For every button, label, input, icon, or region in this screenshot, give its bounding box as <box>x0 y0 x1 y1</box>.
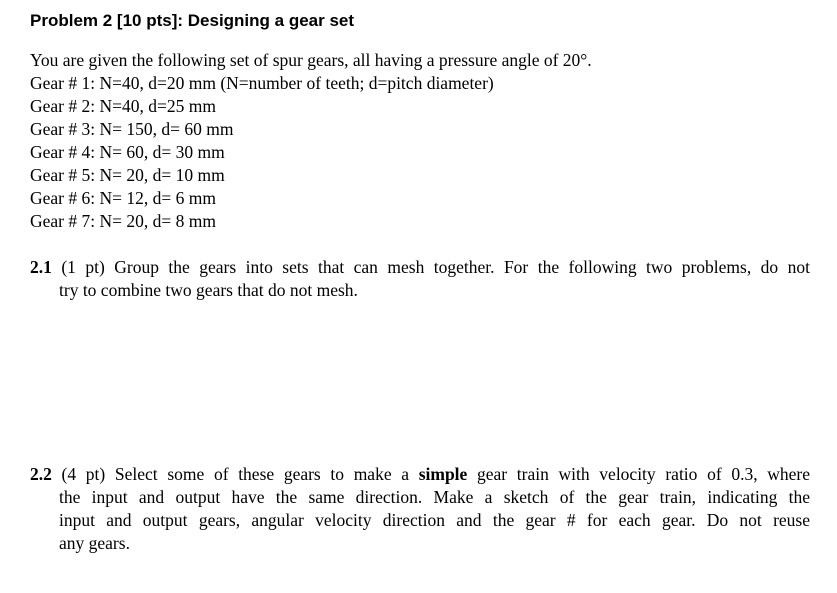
question-2-2-line-2: the input and output have the same direction. Make a sketch of the gear train, indicating the <box>59 487 810 507</box>
question-2-2-line-3: input and output gears, angular velocity direction and the gear # for each gear. Do not reuse <box>59 510 810 530</box>
gear-5-spec: Gear # 5: N= 20, d= 10 mm <box>30 165 225 185</box>
question-2-2 <box>30 463 810 555</box>
gear-4-spec: Gear # 4: N= 60, d= 30 mm <box>30 142 225 162</box>
gear-3-spec: Gear # 3: N= 150, d= 60 mm <box>30 119 234 139</box>
problem-statement <box>30 49 592 233</box>
question-2-1-line-1 <box>30 256 810 279</box>
gear-2-spec: Gear # 2: N=40, d=25 mm <box>30 96 216 116</box>
problem-title: Problem 2 [10 pts]: Designing a gear set <box>30 11 355 30</box>
intro-text: You are given the following set of spur gears, all having a pressure angle of 20°. <box>30 50 592 70</box>
question-2-2-bold-word: simple <box>418 464 468 484</box>
gear-6-spec: Gear # 6: N= 12, d= 6 mm <box>30 188 216 208</box>
question-2-2-text-a: (4 pt) Select some of these gears to make a <box>51 464 419 484</box>
question-2-1-points: (1 pt) <box>51 257 115 277</box>
question-2-1 <box>30 256 810 302</box>
question-2-1-text: Group the gears into sets that can mesh together. For the following two problems, do not <box>114 257 810 277</box>
question-2-1-number: 2.1 <box>30 257 52 277</box>
question-2-2-text-b: gear train with velocity ratio of 0.3, where <box>467 464 810 484</box>
gear-7-spec: Gear # 7: N= 20, d= 8 mm <box>30 211 216 231</box>
question-2-2-line-1 <box>30 463 810 486</box>
question-2-2-line-4: any gears. <box>59 533 130 553</box>
question-2-1-line-2: try to combine two gears that do not mesh. <box>59 280 358 300</box>
gear-1-spec: Gear # 1: N=40, d=20 mm (N=number of teeth; d=pitch diameter) <box>30 73 494 93</box>
question-2-2-number: 2.2 <box>30 464 52 484</box>
